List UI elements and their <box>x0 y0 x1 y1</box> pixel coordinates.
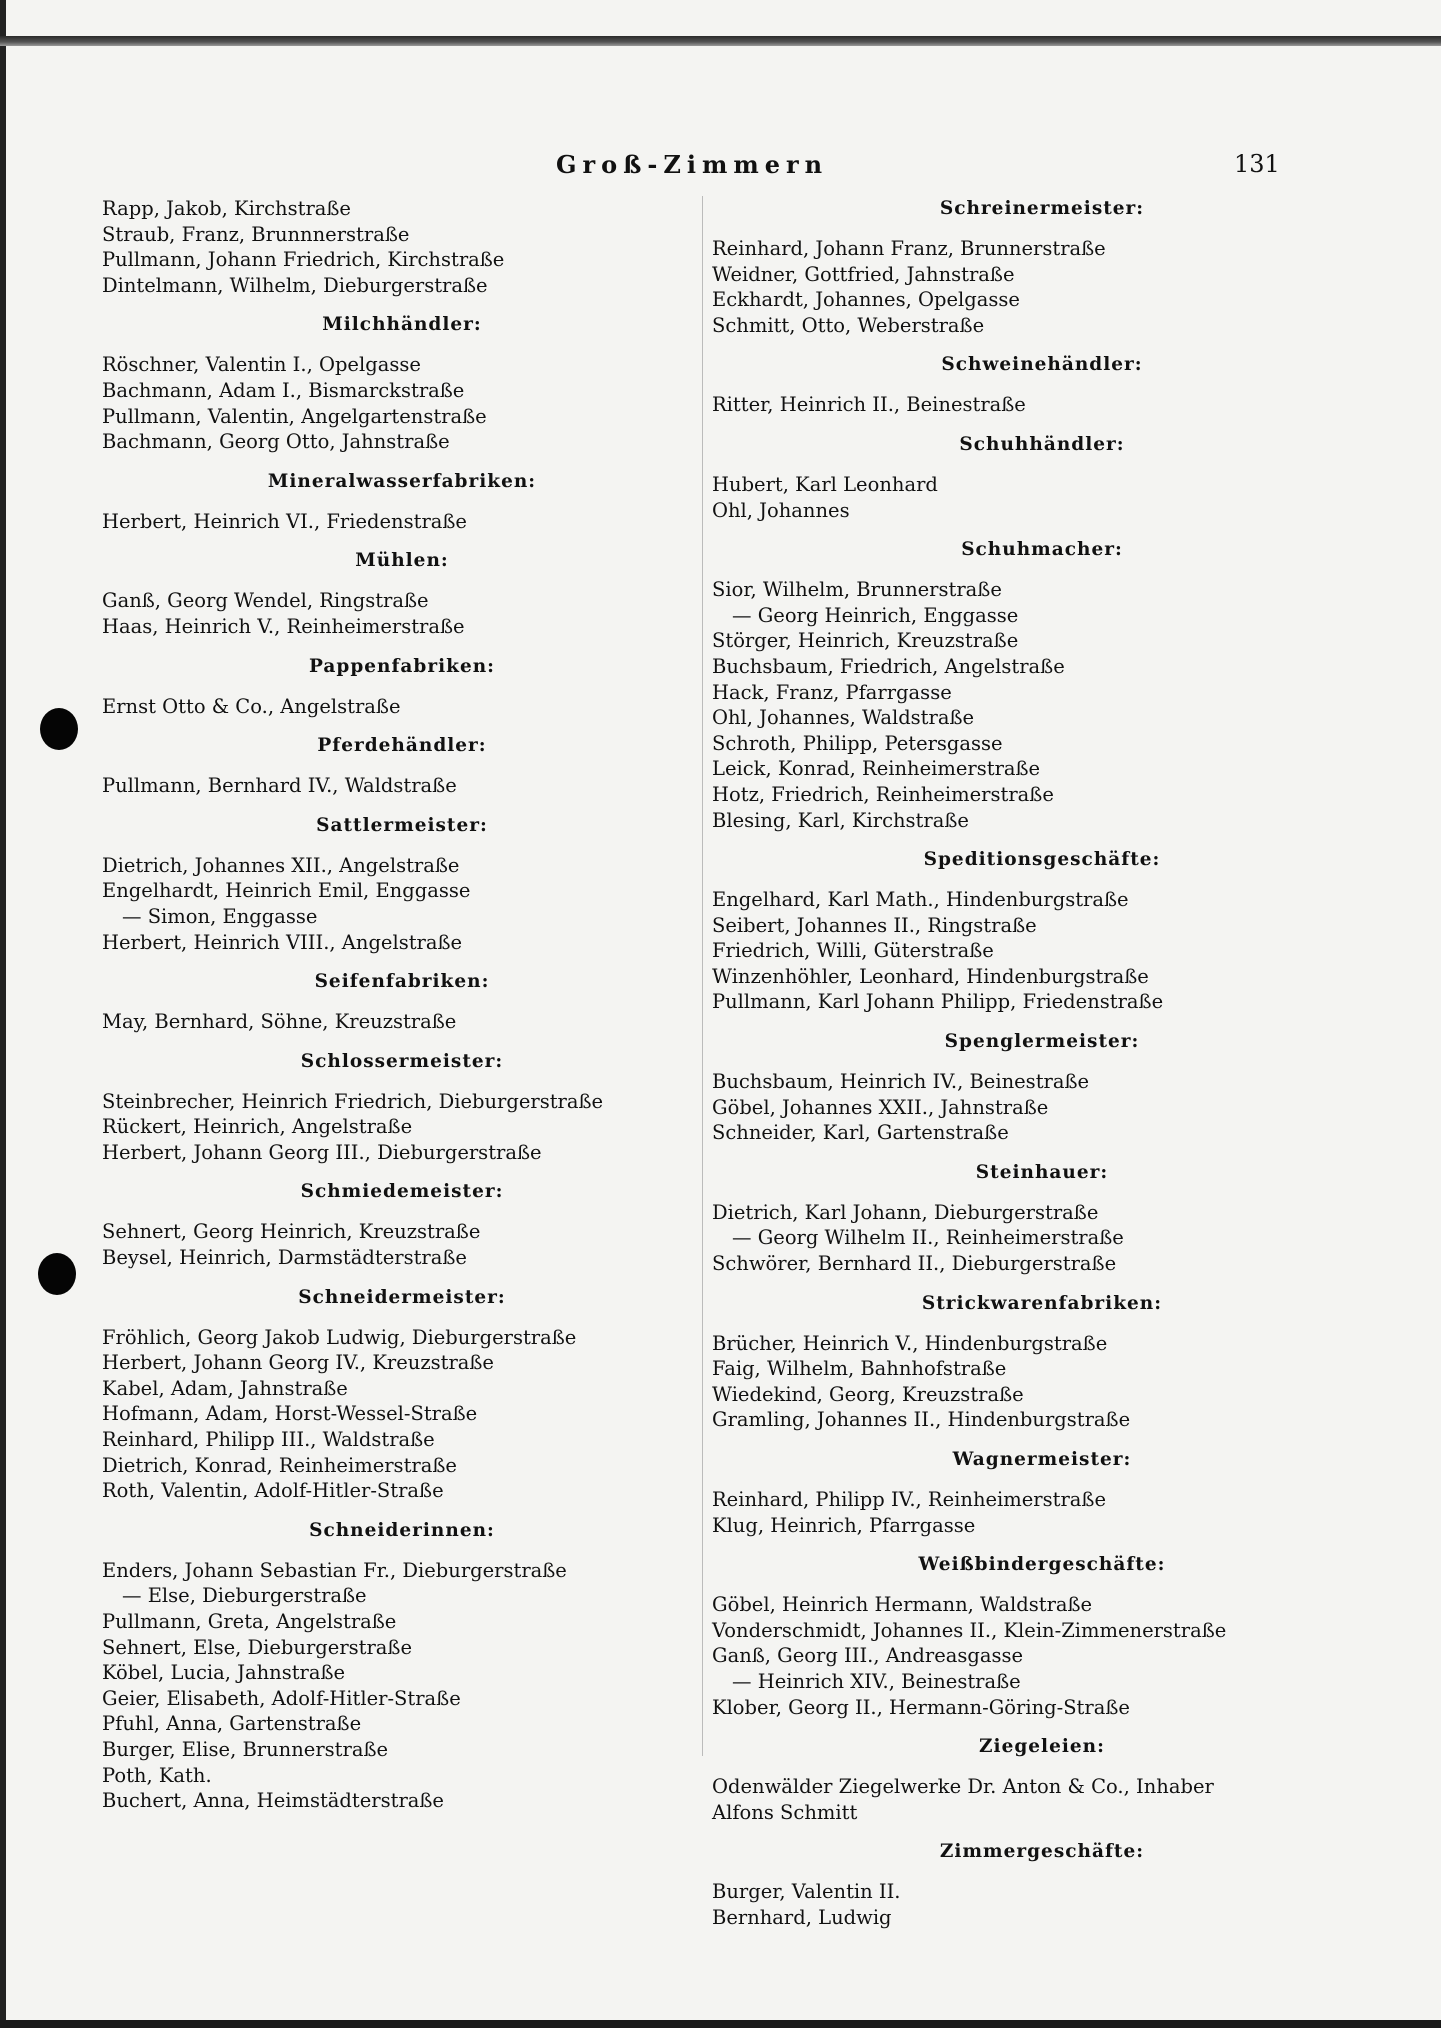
directory-entry: Ganß, Georg Wendel, Ringstraße <box>102 589 429 613</box>
directory-entry: Hotz, Friedrich, Reinheimerstraße <box>712 782 1054 806</box>
directory-entry: Schwörer, Bernhard II., Dieburgerstraße <box>712 1252 1117 1276</box>
directory-entry: Vonderschmidt, Johannes II., Klein-Zimmenerstraße <box>712 1618 1227 1642</box>
directory-entry: Hubert, Karl Leonhard <box>712 472 938 496</box>
directory-entry: Göbel, Johannes XXII., Jahnstraße <box>712 1095 1049 1119</box>
directory-entry: Pullmann, Karl Johann Philipp, Friedenstraße <box>712 990 1164 1014</box>
directory-entry: Odenwälder Ziegelwerke Dr. Anton & Co., Inhaber <box>712 1775 1214 1799</box>
directory-entry: Weidner, Gottfried, Jahnstraße <box>712 262 1015 286</box>
directory-entry: Dintelmann, Wilhelm, Dieburgerstraße <box>102 273 488 297</box>
directory-entry: — Simon, Enggasse <box>122 904 318 928</box>
directory-entry: Blesing, Karl, Kirchstraße <box>712 808 969 832</box>
trade-section <box>102 969 702 1035</box>
left-column <box>102 196 702 1814</box>
section-heading: Pappenfabriken: <box>308 655 496 677</box>
directory-entry: Ohl, Johannes <box>712 498 850 522</box>
directory-entry: Schneider, Karl, Gartenstraße <box>712 1121 1009 1145</box>
directory-entry: Gramling, Johannes II., Hindenburgstraße <box>712 1408 1131 1432</box>
section-heading: Schreinermeister: <box>939 198 1145 219</box>
trade-section <box>102 733 702 799</box>
directory-entry: Schmitt, Otto, Weberstraße <box>712 313 985 337</box>
directory-entry: Pullmann, Bernhard IV., Waldstraße <box>102 774 457 798</box>
directory-entry: Seibert, Johannes II., Ringstraße <box>712 913 1037 937</box>
directory-entry: Straub, Franz, Brunnnerstraße <box>102 222 410 246</box>
section-heading: Schuhmacher: <box>961 539 1123 561</box>
directory-entry: Herbert, Johann Georg IV., Kreuzstraße <box>102 1351 494 1375</box>
section-heading: Speditionsgeschäfte: <box>923 849 1161 871</box>
scan-edge-bottom <box>0 2020 1441 2028</box>
trade-section <box>712 1029 1372 1146</box>
directory-entry: Geier, Elisabeth, Adolf-Hitler-Straße <box>102 1686 461 1710</box>
trade-section <box>712 196 1372 338</box>
directory-entry: Faig, Wilhelm, Bahnhofstraße <box>712 1357 1007 1381</box>
directory-entry: Bachmann, Georg Otto, Jahnstraße <box>102 430 450 454</box>
section-heading: Strickwarenfabriken: <box>921 1292 1163 1314</box>
section-heading: Weißbindergeschäfte: <box>918 1554 1166 1576</box>
directory-entry: Alfons Schmitt <box>712 1800 858 1824</box>
scan-edge-top <box>0 36 1441 46</box>
directory-entry: Bachmann, Adam I., Bismarckstraße <box>102 378 465 402</box>
directory-entry: Herbert, Heinrich VIII., Angelstraße <box>102 930 463 954</box>
page-number: 131 <box>1234 150 1280 178</box>
directory-entry: Hack, Franz, Pfarrgasse <box>712 680 952 704</box>
directory-entry: Sehnert, Georg Heinrich, Kreuzstraße <box>102 1220 481 1244</box>
directory-entry: Beysel, Heinrich, Darmstädterstraße <box>102 1246 467 1270</box>
section-heading: Schlossermeister: <box>300 1050 504 1072</box>
directory-entry: Engelhardt, Heinrich Emil, Enggasse <box>102 879 471 903</box>
directory-entry: Herbert, Heinrich VI., Friedenstraße <box>102 509 467 533</box>
trade-section <box>102 1285 702 1504</box>
directory-entry: Burger, Elise, Brunnerstraße <box>102 1737 389 1761</box>
directory-entry: Schroth, Philipp, Petersgasse <box>712 731 1003 755</box>
directory-entry: Rapp, Jakob, Kirchstraße <box>102 197 351 220</box>
section-heading: Steinhauer: <box>975 1161 1109 1183</box>
directory-entry: Klug, Heinrich, Pfarrgasse <box>712 1513 976 1537</box>
directory-entry: Ernst Otto & Co., Angelstraße <box>102 694 401 718</box>
section-heading: Schneiderinnen: <box>309 1519 495 1541</box>
section-heading: Wagnermeister: <box>952 1449 1132 1470</box>
directory-entry: Röschner, Valentin I., Opelgasse <box>102 353 421 377</box>
directory-entry: Pfuhl, Anna, Gartenstraße <box>102 1712 362 1736</box>
section-heading: Schneidermeister: <box>298 1286 506 1308</box>
directory-entry: — Else, Dieburgerstraße <box>122 1584 367 1608</box>
punch-hole-upper <box>40 708 78 750</box>
section-heading: Mühlen: <box>355 550 449 572</box>
trade-section <box>102 312 702 454</box>
page-header <box>0 150 1441 190</box>
directory-entry: Buchsbaum, Friedrich, Angelstraße <box>712 654 1065 678</box>
trade-section <box>712 432 1372 523</box>
trade-section <box>712 1160 1372 1277</box>
directory-entry: — Heinrich XIV., Beinestraße <box>732 1669 1021 1693</box>
directory-entry: Engelhard, Karl Math., Hindenburgstraße <box>712 888 1129 912</box>
section-heading: Pferdehändler: <box>317 735 487 757</box>
section-heading: Spenglermeister: <box>944 1031 1140 1053</box>
directory-entry: Ohl, Johannes, Waldstraße <box>712 706 975 730</box>
directory-entry: Störger, Heinrich, Kreuzstraße <box>712 629 1019 653</box>
directory-entry: Eckhardt, Johannes, Opelgasse <box>712 288 1020 312</box>
directory-entry: — Georg Heinrich, Enggasse <box>732 603 1019 627</box>
trade-section <box>712 537 1372 833</box>
directory-entry: Roth, Valentin, Adolf-Hitler-Straße <box>102 1479 444 1503</box>
section-heading: Mineralwasserfabriken: <box>267 470 537 492</box>
trade-section <box>712 352 1372 418</box>
trade-section <box>712 1839 1372 1930</box>
scan-edge-left <box>0 0 6 2028</box>
trade-section <box>712 1447 1372 1538</box>
trade-section <box>102 1518 702 1814</box>
directory-entry: Göbel, Heinrich Hermann, Waldstraße <box>712 1593 1093 1617</box>
directory-entry: May, Bernhard, Söhne, Kreuzstraße <box>102 1010 457 1034</box>
trade-section <box>712 1291 1372 1433</box>
section-heading: Seifenfabriken: <box>314 971 490 993</box>
directory-entry: Klober, Georg II., Hermann-Göring-Straße <box>712 1695 1130 1719</box>
trade-section <box>102 548 702 639</box>
trade-section <box>102 813 702 955</box>
directory-entry: Rückert, Heinrich, Angelstraße <box>102 1115 413 1139</box>
directory-entry: Pullmann, Valentin, Angelgartenstraße <box>102 404 487 428</box>
directory-entry: Steinbrecher, Heinrich Friedrich, Dieburgerstraße <box>102 1089 604 1113</box>
directory-entry: Poth, Kath. <box>102 1763 212 1787</box>
directory-entry: Dietrich, Johannes XII., Angelstraße <box>102 853 460 877</box>
directory-entry: Reinhard, Philipp IV., Reinheimerstraße <box>712 1488 1106 1511</box>
directory-entry: Ritter, Heinrich II., Beinestraße <box>712 393 1026 417</box>
right-column <box>712 196 1372 1931</box>
directory-entry: Pullmann, Johann Friedrich, Kirchstraße <box>102 248 505 272</box>
section-heading: Schmiedemeister: <box>300 1181 504 1203</box>
directory-entry: Fröhlich, Georg Jakob Ludwig, Dieburgerstraße <box>102 1325 577 1349</box>
directory-entry: Ganß, Georg III., Andreasgasse <box>712 1644 1024 1668</box>
directory-entry: Sehnert, Else, Dieburgerstraße <box>102 1635 413 1659</box>
directory-entry: Reinhard, Johann Franz, Brunnerstraße <box>712 237 1106 260</box>
directory-entry: Reinhard, Philipp III., Waldstraße <box>102 1428 435 1452</box>
directory-entry: Haas, Heinrich V., Reinheimerstraße <box>102 614 465 638</box>
section-heading: Sattlermeister: <box>316 814 488 836</box>
trade-section <box>102 1179 702 1270</box>
trade-section <box>102 654 702 720</box>
directory-entry: Brücher, Heinrich V., Hindenburgstraße <box>712 1331 1108 1355</box>
directory-entry: Pullmann, Greta, Angelstraße <box>102 1610 397 1633</box>
directory-entry: Herbert, Johann Georg III., Dieburgerstraße <box>102 1140 542 1164</box>
trade-section <box>712 847 1372 1015</box>
directory-entry: — Georg Wilhelm II., Reinheimerstraße <box>732 1226 1124 1250</box>
section-heading: Zimmergeschäfte: <box>939 1841 1145 1863</box>
directory-entry: Dietrich, Konrad, Reinheimerstraße <box>102 1453 457 1477</box>
directory-entry: Buchsbaum, Heinrich IV., Beinestraße <box>712 1070 1090 1094</box>
directory-entry: Buchert, Anna, Heimstädterstraße <box>102 1789 444 1813</box>
directory-entry: Köbel, Lucia, Jahnstraße <box>102 1661 346 1685</box>
directory-entry: Bernhard, Ludwig <box>712 1905 892 1929</box>
directory-entry: Friedrich, Willi, Güterstraße <box>712 939 994 963</box>
directory-entry: Burger, Valentin II. <box>712 1880 901 1904</box>
section-heading: Schweinehändler: <box>941 354 1143 376</box>
trade-section <box>712 1734 1372 1825</box>
trade-section <box>102 469 702 535</box>
section-heading: Schuhhändler: <box>959 433 1125 455</box>
directory-entry: Dietrich, Karl Johann, Dieburgerstraße <box>712 1200 1099 1224</box>
directory-entry: Kabel, Adam, Jahnstraße <box>102 1376 348 1400</box>
punch-hole-lower <box>38 1253 76 1295</box>
directory-entry: Enders, Johann Sebastian Fr., Dieburgerstraße <box>102 1558 567 1582</box>
directory-entry: Wiedekind, Georg, Kreuzstraße <box>712 1382 1024 1406</box>
page-title: Groß-Zimmern <box>556 150 829 179</box>
trade-section <box>102 1049 702 1166</box>
trade-section <box>712 1552 1372 1720</box>
directory-entry: Leick, Konrad, Reinheimerstraße <box>712 757 1041 781</box>
directory-entry: Winzenhöhler, Leonhard, Hindenburgstraße <box>712 964 1149 988</box>
directory-entry: Hofmann, Adam, Horst-Wessel-Straße <box>102 1402 478 1426</box>
section-heading: Ziegeleien: <box>979 1736 1105 1758</box>
section-heading: Milchhändler: <box>322 314 482 336</box>
column-divider <box>702 196 703 1756</box>
directory-entry: Sior, Wilhelm, Brunnerstraße <box>712 578 1002 602</box>
